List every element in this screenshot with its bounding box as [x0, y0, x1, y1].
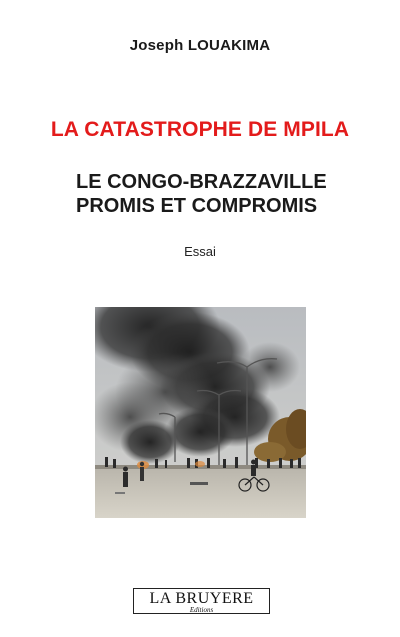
book-subtitle [76, 170, 376, 218]
subtitle-line-1: LE CONGO-BRAZZAVILLE [76, 171, 327, 193]
book-title: LA CATASTROPHE DE MPILA [50, 118, 350, 141]
cover-photo [95, 307, 306, 518]
author-name: Joseph LOUAKIMA [129, 37, 271, 54]
publisher-sub: Editions [189, 606, 214, 614]
subtitle-line-2: PROMIS ET COMPROMIS [76, 195, 318, 217]
debris [190, 482, 208, 485]
publisher-name: LA BRUYERE [149, 590, 254, 607]
street-scene-with-smoke-photo [95, 307, 306, 518]
publisher-logo [133, 588, 270, 614]
genre-label: Essai [184, 244, 216, 259]
